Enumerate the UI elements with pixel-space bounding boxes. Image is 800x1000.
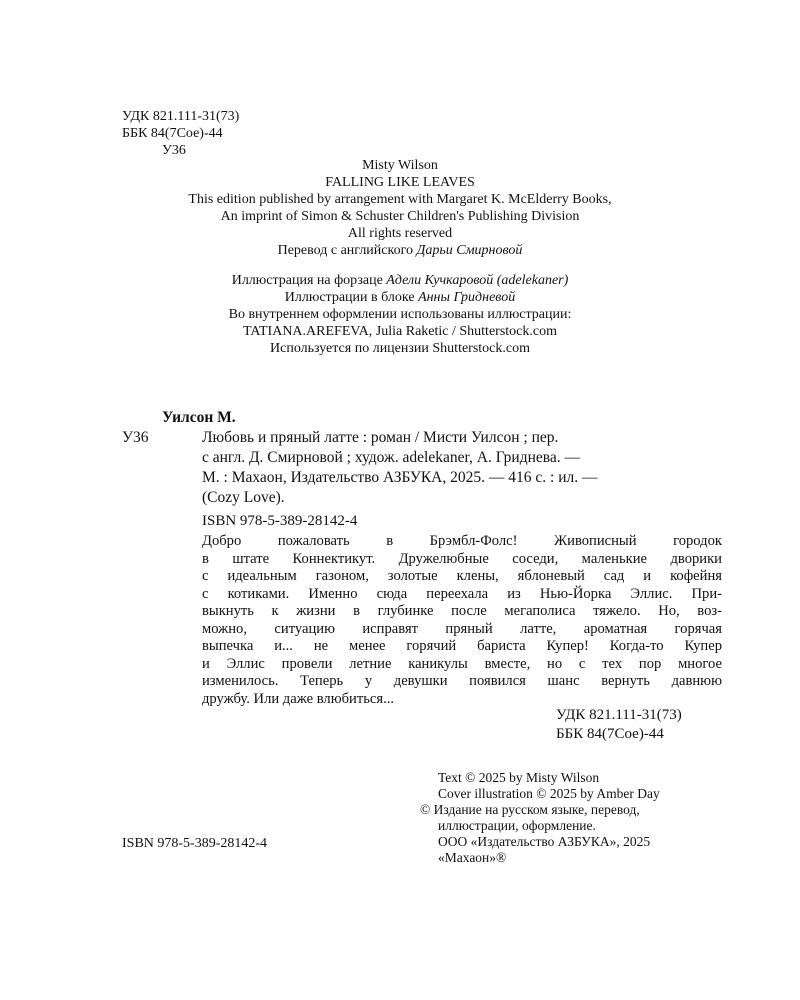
block-credit bbox=[0, 289, 800, 306]
copyright-publisher-2: «Махаон»® bbox=[438, 850, 507, 865]
bbk-code: ББК 84(7Сое)-44 bbox=[122, 126, 223, 141]
entry-line-1: Любовь и пряный латте : роман / Мисти Уилсон ; пер. bbox=[202, 429, 559, 446]
original-author: Misty Wilson bbox=[362, 158, 438, 173]
annotation-line: с котиками. Именно сюда переехала из Нью-Йорка Эллис. При- bbox=[202, 585, 722, 602]
annotation-line: выкнуть к жизни в глубинке после мегаполиса тяжело. Но, воз- bbox=[202, 603, 722, 619]
translation-prefix: Перевод с английского bbox=[277, 243, 417, 258]
edition-line-2: An imprint of Simon & Schuster Children's Publishing Division bbox=[220, 209, 580, 224]
copyright-russian-2: иллюстрации, оформление. bbox=[438, 818, 596, 833]
author-code: У36 bbox=[162, 143, 186, 158]
isbn-bottom: ISBN 978-5-389-28142-4 bbox=[122, 836, 268, 851]
license-line: Используется по лицензии Shutterstock.com bbox=[270, 341, 530, 356]
translation-credit bbox=[0, 242, 800, 259]
annotation-line: в штате Коннектикут. Дружелюбные соседи, маленькие дворики bbox=[202, 550, 722, 567]
annotation-line: дружбу. Или даже влюбиться... bbox=[202, 690, 395, 707]
illustration-credits bbox=[0, 272, 800, 357]
bottom-classification bbox=[556, 706, 682, 744]
interior-line: Во внутреннем оформлении использованы иллюстрации: bbox=[228, 307, 572, 322]
endpaper-credit bbox=[0, 272, 800, 289]
annotation-line: Добро пожаловать в Брэмбл-Фолс! Живописный городок bbox=[202, 533, 722, 549]
annotation-line: и Эллис провели летние каникулы вместе, но с тех пор многое bbox=[202, 655, 722, 672]
rights-line: All rights reserved bbox=[347, 226, 453, 241]
endpaper-prefix: Иллюстрация на форзаце bbox=[231, 273, 387, 288]
annotation bbox=[202, 533, 722, 708]
copyright-russian-1: © Издание на русском языке, перевод, bbox=[420, 802, 640, 817]
annotation-line: выпечка и... не менее горячий бариста Купер! Когда-то Купер bbox=[202, 638, 722, 654]
copyright-block bbox=[420, 770, 660, 866]
entry-author: Уилсон М. bbox=[162, 409, 236, 426]
endpaper-artist: Адели Кучкаровой (adelekaner) bbox=[386, 273, 569, 288]
isbn-entry: ISBN 978-5-389-28142-4 bbox=[202, 513, 358, 529]
block-artist: Анны Гридневой bbox=[418, 290, 516, 305]
copyright-text: Text © 2025 by Misty Wilson bbox=[438, 770, 600, 785]
copyright-publisher-1: ООО «Издательство АЗБУКА», 2025 bbox=[438, 834, 651, 849]
entry-line-3: М. : Махаон, Издательство АЗБУКА, 2025. — 416 с. : ил. — bbox=[202, 469, 598, 486]
block-prefix: Иллюстрации в блоке bbox=[284, 290, 419, 305]
stock-credits: TATIANA.AREFEVA, Julia Raketic / Shutterstock.com bbox=[243, 324, 557, 339]
entry-row bbox=[122, 428, 722, 448]
bottom-bbk: ББК 84(7Сое)-44 bbox=[556, 726, 664, 742]
original-edition-block bbox=[0, 157, 800, 242]
translator-name: Дарьи Смирновой bbox=[416, 243, 523, 258]
entry-line-2: с англ. Д. Смирновой ; худож. adelekaner, А. Гриднева. — bbox=[202, 449, 581, 466]
bottom-udk: УДК 821.111-31(73) bbox=[556, 707, 682, 723]
annotation-line: можно, ситуацию исправят пряный латте, ароматная горячая bbox=[202, 620, 722, 637]
classification-block bbox=[122, 108, 239, 159]
udk-code: УДК 821.111-31(73) bbox=[122, 109, 240, 124]
catalog-entry bbox=[122, 408, 722, 508]
entry-code: У36 bbox=[122, 429, 149, 446]
copyright-cover: Cover illustration © 2025 by Amber Day bbox=[438, 786, 660, 801]
edition-line-1: This edition published by arrangement with Margaret K. McElderry Books, bbox=[188, 192, 612, 207]
annotation-line: с идеальным газоном, золотые клены, яблоневый сад и кофейня bbox=[202, 568, 722, 584]
entry-line-4: (Cozy Love). bbox=[202, 489, 285, 506]
annotation-line: изменилось. Теперь у девушки появился шанс вернуть давнюю bbox=[202, 673, 722, 689]
original-title: FALLING LIKE LEAVES bbox=[325, 175, 475, 190]
